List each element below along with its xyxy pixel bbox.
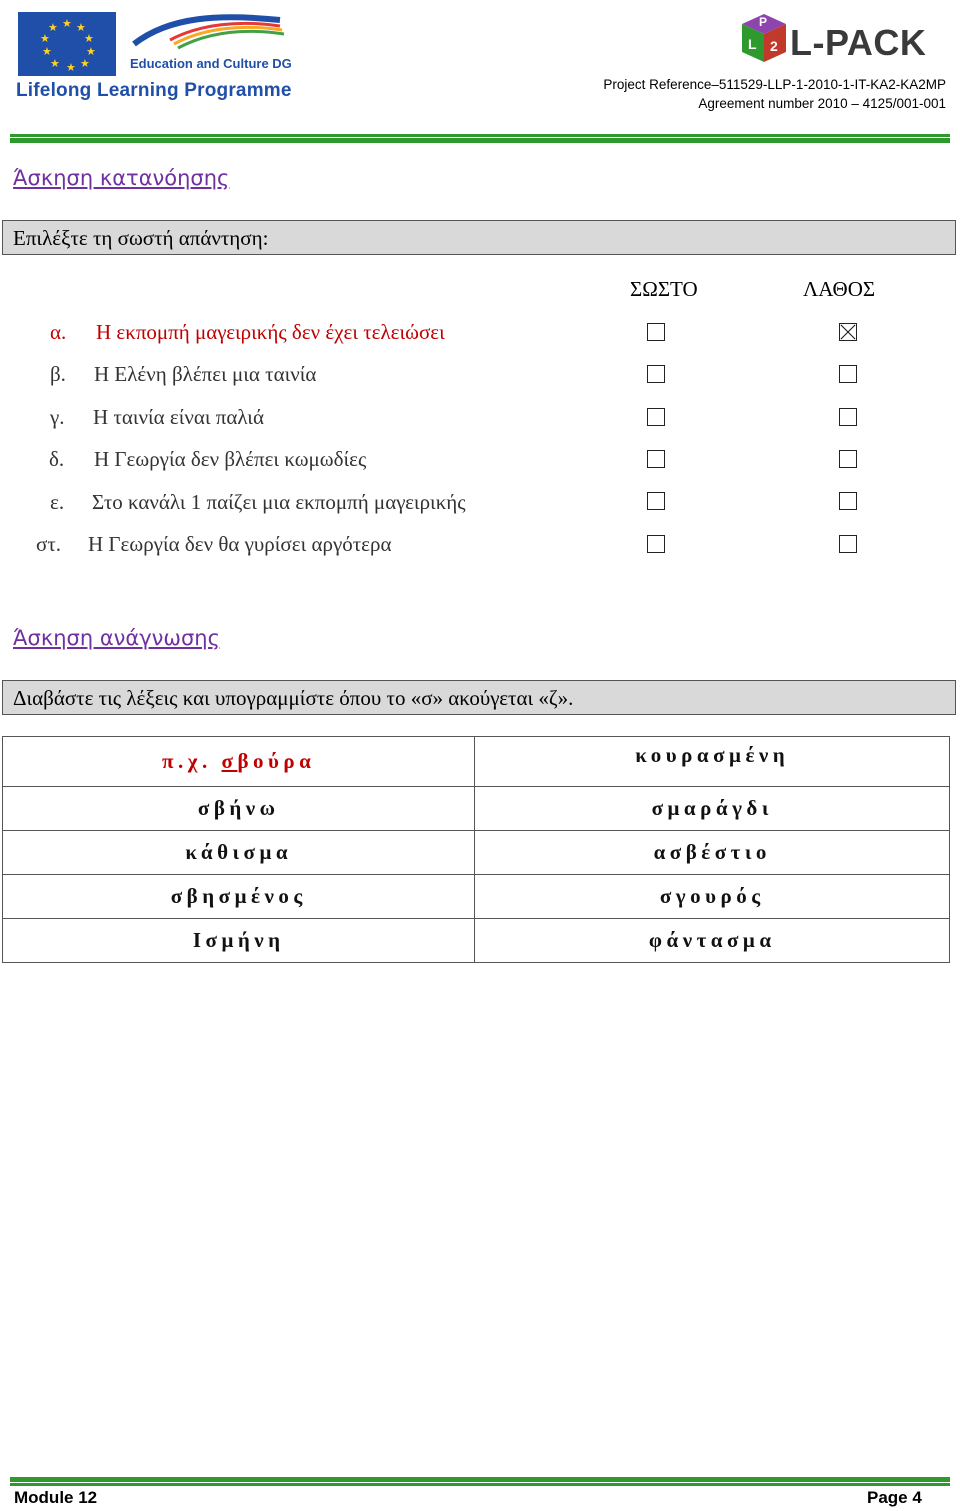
- footer-rule-thick: [10, 1477, 950, 1482]
- question-text: Η εκπομπή μαγειρικής δεν έχει τελειώσει: [96, 320, 445, 344]
- example-underlined-letter: σ: [221, 749, 238, 773]
- lpack-logo: [734, 12, 944, 74]
- true-checkbox[interactable]: [647, 492, 665, 510]
- column-header-true: ΣΩΣΤΟ: [630, 277, 698, 301]
- eu-dg-label: Education and Culture DG: [130, 56, 292, 71]
- question-letter: στ.: [36, 532, 62, 556]
- lpack-letter-2: 2: [770, 38, 778, 54]
- column-header-false: ΛΑΘΟΣ: [803, 277, 876, 301]
- header-rule-thin: [10, 134, 950, 137]
- true-checkbox[interactable]: [647, 535, 665, 553]
- word-cell[interactable]: κάθισμα: [3, 831, 475, 875]
- comprehension-instruction: Επιλέξτε τη σωστή απάντηση:: [13, 226, 269, 250]
- table-row: [3, 737, 950, 787]
- eu-programme-label: Lifelong Learning Programme: [16, 80, 292, 101]
- lpack-letter-p: P: [759, 15, 768, 29]
- project-reference: Project Reference–511529-LLP-1-2010-1-IT-KA2-KA2MP: [603, 77, 946, 92]
- question-letter: β.: [50, 362, 66, 386]
- table-row: [3, 875, 950, 919]
- comprehension-title: Άσκηση κατανόησης: [13, 166, 230, 190]
- question-text: Η Γεωργία δεν θα γυρίσει αργότερα: [88, 532, 392, 556]
- word-cell[interactable]: σβήνω: [3, 787, 475, 831]
- word-cell[interactable]: Ισμήνη: [3, 919, 475, 963]
- word-cell[interactable]: φάντασμα: [475, 919, 950, 963]
- reading-title: Άσκηση ανάγνωσης: [13, 626, 220, 650]
- question-text: Η ταινία είναι παλιά: [93, 405, 264, 429]
- false-checkbox[interactable]: [839, 408, 857, 426]
- question-letter: α.: [50, 320, 67, 344]
- word-cell[interactable]: ασβέστιο: [475, 831, 950, 875]
- footer-rule-thin: [10, 1483, 950, 1486]
- footer-module: Module 12: [14, 1488, 98, 1507]
- true-checkbox[interactable]: [647, 408, 665, 426]
- question-letter: ε.: [50, 490, 65, 514]
- cross-mark-icon: [840, 324, 856, 340]
- words-table: [2, 736, 950, 963]
- true-checkbox[interactable]: [647, 450, 665, 468]
- agreement-number: Agreement number 2010 – 4125/001-001: [698, 96, 946, 111]
- lpack-wordmark: L-PACK: [790, 22, 927, 63]
- comprehension-instruction-box: [2, 220, 956, 255]
- word-cell[interactable]: σβησμένος: [3, 875, 475, 919]
- footer-page-number: Page 4: [867, 1488, 922, 1507]
- question-text: Στο κανάλι 1 παίζει μια εκπομπή μαγειρικής: [92, 490, 466, 514]
- example-prefix: π.χ.: [162, 749, 222, 773]
- false-checkbox[interactable]: [839, 365, 857, 383]
- swoosh-icon: [130, 10, 290, 54]
- question-letter: δ.: [49, 447, 65, 471]
- word-cell[interactable]: σμαράγδι: [475, 787, 950, 831]
- table-row: [3, 919, 950, 963]
- table-row: [3, 831, 950, 875]
- eu-flag-icon: ★ ★ ★ ★ ★ ★ ★ ★ ★ ★: [18, 12, 116, 76]
- example-rest: βούρα: [237, 749, 316, 773]
- true-checkbox[interactable]: [647, 365, 665, 383]
- header-rule-thick: [10, 138, 950, 143]
- false-checkbox[interactable]: [839, 450, 857, 468]
- table-row: [3, 787, 950, 831]
- reading-instruction-box: [2, 680, 956, 715]
- false-checkbox-checked[interactable]: [839, 323, 857, 341]
- question-text: Η Ελένη βλέπει μια ταινία: [94, 362, 317, 386]
- question-text: Η Γεωργία δεν βλέπει κωμωδίες: [94, 447, 367, 471]
- false-checkbox[interactable]: [839, 492, 857, 510]
- word-cell[interactable]: σγουρός: [475, 875, 950, 919]
- lpack-letter-l: L: [748, 36, 757, 52]
- question-letter: γ.: [50, 405, 65, 429]
- false-checkbox[interactable]: [839, 535, 857, 553]
- true-checkbox[interactable]: [647, 323, 665, 341]
- example-word-cell: [3, 737, 475, 787]
- eu-llp-logo: [14, 8, 294, 106]
- reading-instruction: Διαβάστε τις λέξεις και υπογραμμίστε όπου το «σ» ακούγεται «ζ».: [13, 686, 574, 710]
- word-cell[interactable]: κουρασμένη: [475, 737, 950, 787]
